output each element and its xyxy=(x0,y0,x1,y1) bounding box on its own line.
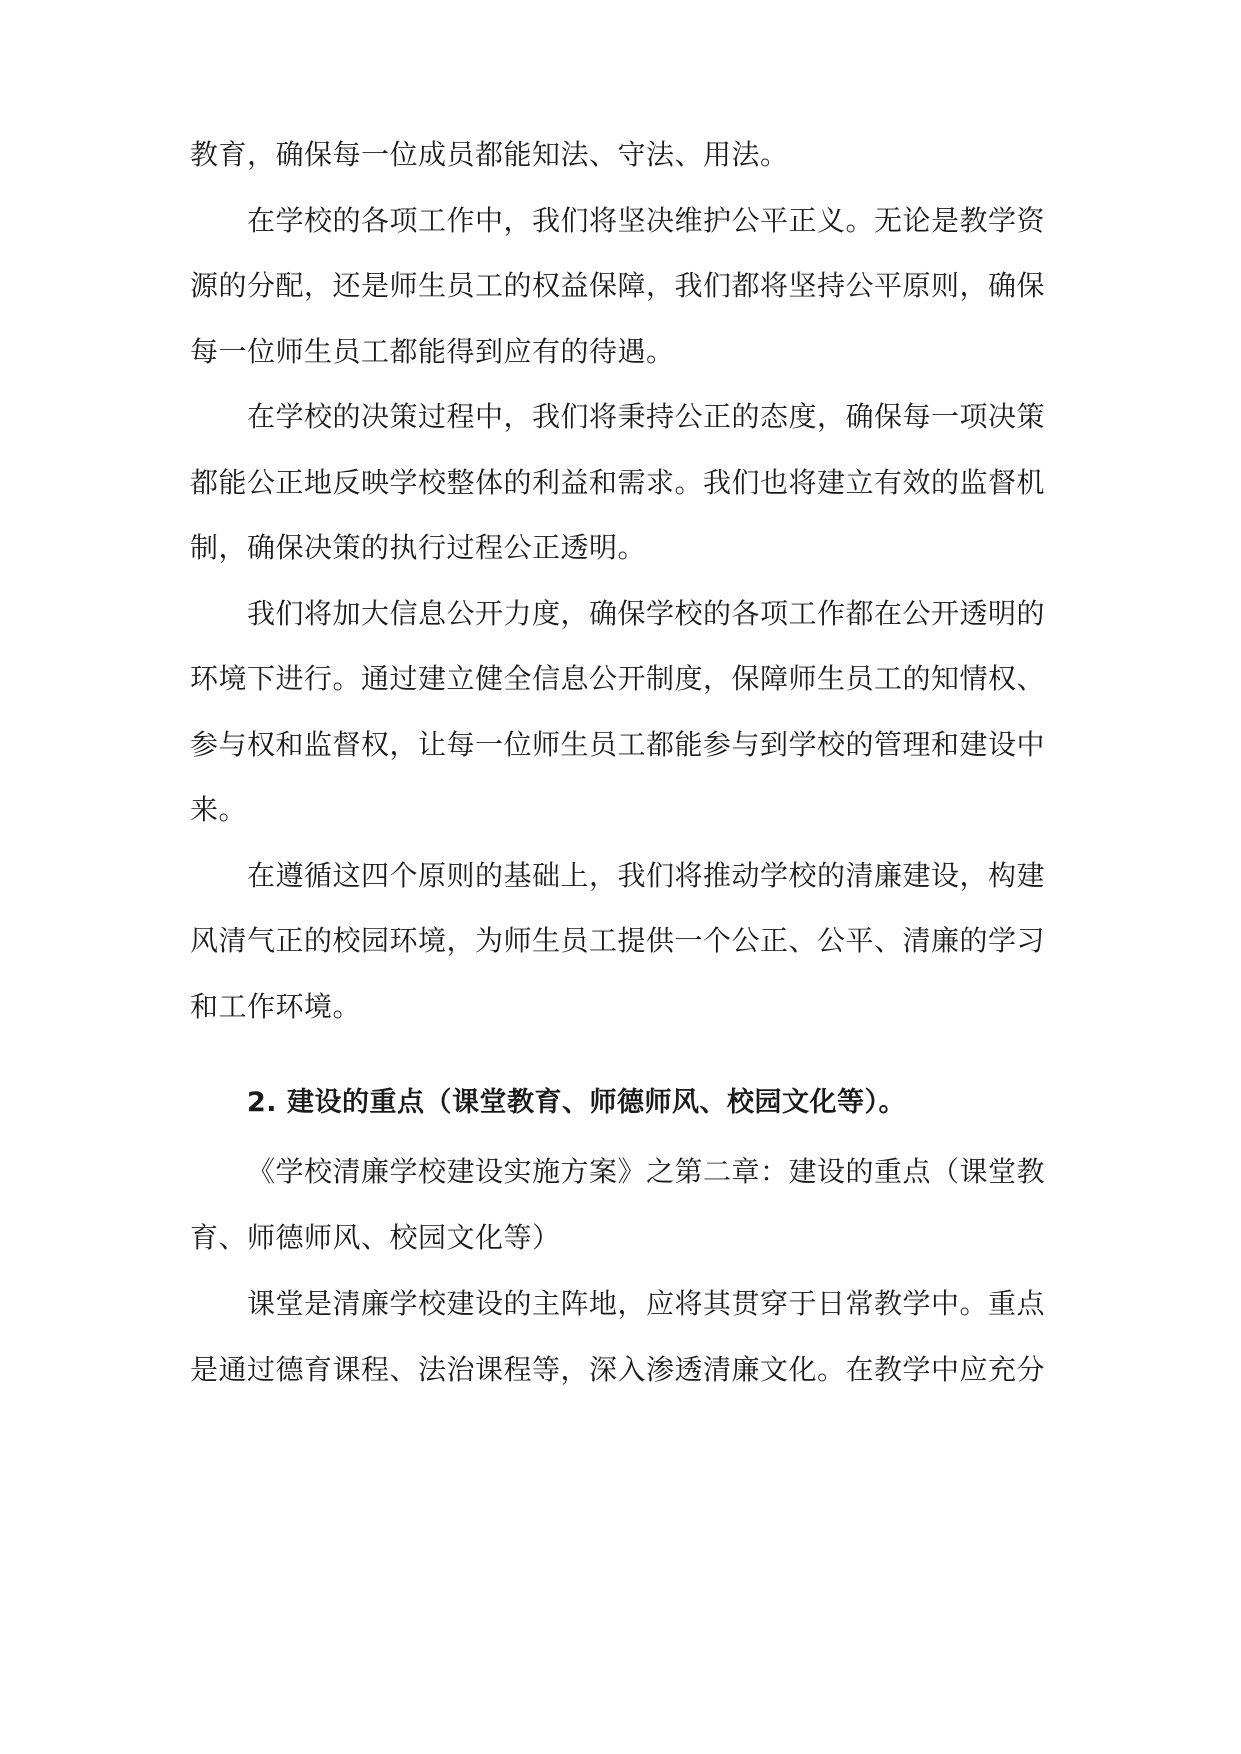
text-line: 育、师德师风、校园文化等） xyxy=(190,1221,561,1254)
text-line: 和工作环境。 xyxy=(190,990,362,1023)
text-line: 源的分配，还是师生员工的权益保障，我们都将坚持公平原则，确保 xyxy=(190,269,1046,302)
text-line: 都能公正地反映学校整体的利益和需求。我们也将建立有效的监督机 xyxy=(190,466,1046,499)
paragraph-line: 在学校的各项工作中，我们将坚决维护公平正义。无论是教学资 xyxy=(247,204,1046,237)
paragraph-line: 课堂是清廉学校建设的主阵地，应将其贯穿于日常教学中。重点 xyxy=(247,1287,1046,1320)
text-line: 教育，确保每一位成员都能知法、守法、用法。 xyxy=(190,138,789,171)
paragraph-line: 《学校清廉学校建设实施方案》之第二章：建设的重点（课堂教 xyxy=(247,1155,1046,1188)
paragraph-line: 在遵循这四个原则的基础上，我们将推动学校的清廉建设，构建 xyxy=(247,859,1046,892)
text-line: 制，确保决策的执行过程公正透明。 xyxy=(190,531,647,564)
paragraph-line: 在学校的决策过程中，我们将秉持公正的态度，确保每一项决策 xyxy=(247,400,1046,433)
paragraph-line: 我们将加大信息公开力度，确保学校的各项工作都在公开透明的 xyxy=(247,597,1046,630)
text-line: 环境下进行。通过建立健全信息公开制度，保障师生员工的知情权、 xyxy=(190,662,1046,695)
text-line: 是通过德育课程、法治课程等，深入渗透清廉文化。在教学中应充分 xyxy=(190,1353,1046,1386)
text-line: 风清气正的校园环境，为师生员工提供一个公正、公平、清廉的学习 xyxy=(190,924,1046,957)
text-line: 来。 xyxy=(190,793,248,826)
text-line: 每一位师生员工都能得到应有的待遇。 xyxy=(190,335,675,368)
text-line: 参与权和监督权，让每一位师生员工都能参与到学校的管理和建设中 xyxy=(190,728,1046,761)
section-heading: 2. 建设的重点（课堂教育、师德师风、校园文化等）。 xyxy=(247,1087,906,1118)
